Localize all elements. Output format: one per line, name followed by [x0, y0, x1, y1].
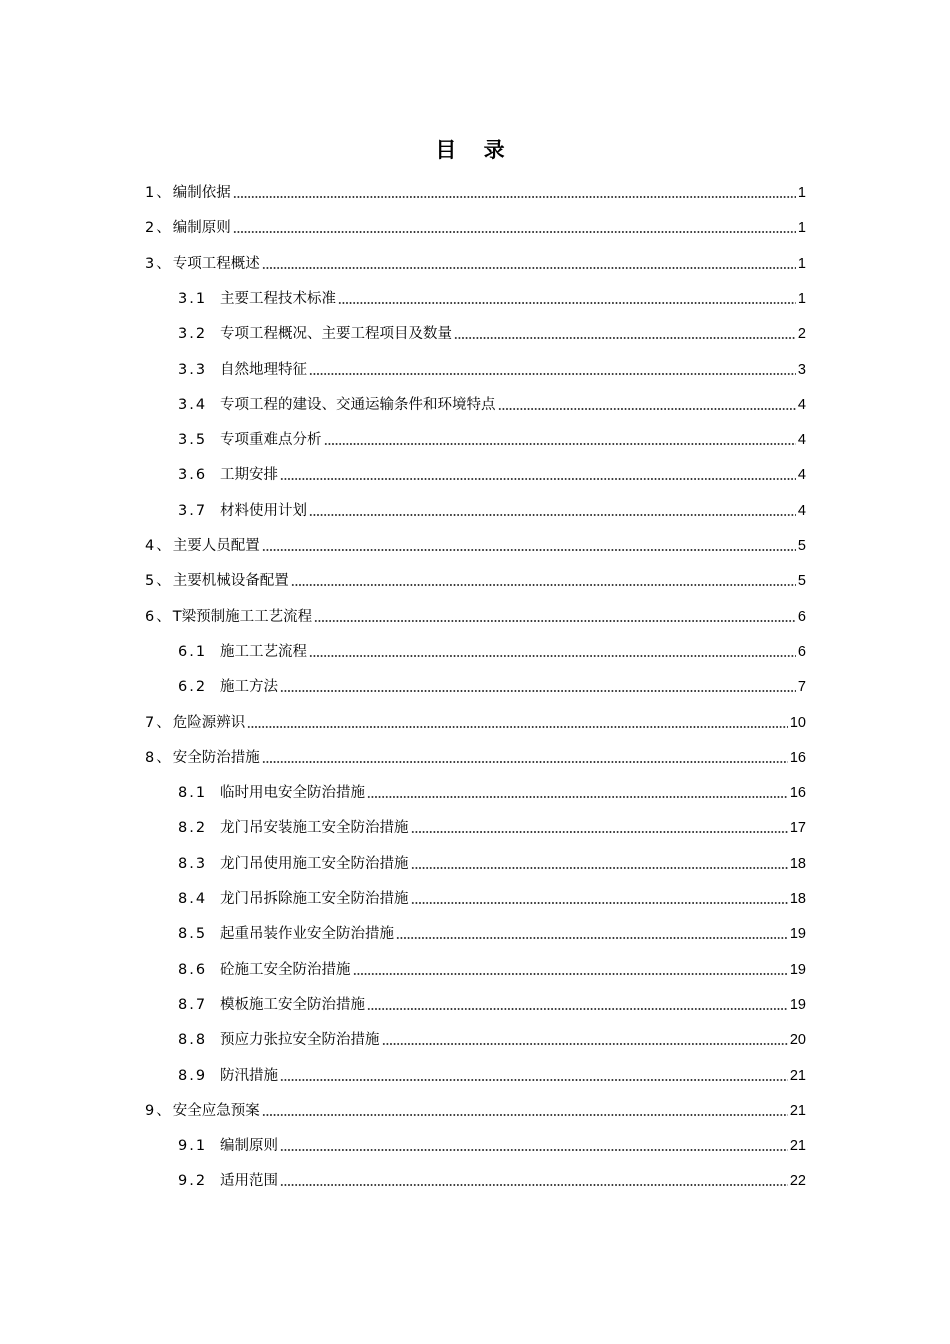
dot-leader	[454, 336, 796, 340]
dot-leader	[233, 195, 796, 199]
toc-entry-number: 6、	[145, 608, 173, 625]
dot-leader	[309, 654, 796, 658]
toc-entry-number: 8.4	[178, 891, 208, 907]
toc-entry-number: 3、	[145, 255, 173, 272]
toc-entry-title: 安全防治措施	[172, 749, 260, 766]
dot-leader	[314, 619, 796, 623]
toc-entry-number: 3.5	[178, 432, 208, 449]
toc-entry-number: 8.9	[178, 1067, 208, 1084]
dot-leader	[280, 1148, 788, 1152]
dot-leader	[309, 372, 796, 376]
toc-entry[interactable]	[145, 735, 806, 767]
toc-entry[interactable]	[178, 770, 806, 802]
toc-entry-page-number: 4	[797, 432, 806, 449]
toc-entry-page-number: 21	[789, 1102, 806, 1119]
toc-entry[interactable]	[145, 241, 806, 273]
toc-entry-page-number: 18	[789, 855, 806, 872]
toc-entry-number: 1、	[145, 185, 173, 201]
toc-entry-number: 5、	[145, 573, 173, 590]
toc-entry[interactable]	[178, 1123, 806, 1155]
toc-entry[interactable]	[178, 1053, 806, 1085]
toc-entry-page-number: 7	[797, 679, 806, 696]
toc-entry-title: 编制原则	[172, 220, 231, 237]
toc-entry[interactable]	[145, 700, 806, 732]
toc-entry[interactable]	[178, 911, 806, 943]
toc-entry[interactable]	[145, 523, 806, 555]
dot-leader	[262, 266, 796, 270]
toc-entry-number: 4、	[145, 538, 173, 554]
toc-entry-title: 材料使用计划	[220, 502, 307, 519]
toc-entry-number: 3.4	[178, 396, 208, 413]
dot-leader	[353, 972, 788, 976]
toc-entry-title: 起重吊装作业安全防治措施	[220, 926, 394, 943]
toc-entry-title: 编制依据	[172, 185, 231, 201]
toc-entry-number: 8.2	[178, 820, 208, 837]
toc-entry-title: T梁预制施工工艺流程	[172, 608, 313, 625]
toc-entry[interactable]	[145, 1088, 806, 1120]
toc-entry-title: 防汛措施	[220, 1067, 278, 1084]
toc-entry-title: 主要机械设备配置	[172, 573, 289, 590]
toc-entry-page-number: 4	[797, 467, 806, 484]
toc-entry[interactable]	[178, 311, 806, 343]
toc-entry-number: 3.6	[178, 467, 208, 484]
toc-entry-number: 7、	[145, 714, 173, 731]
toc-entry[interactable]	[178, 876, 806, 908]
toc-entry-title: 危险源辨识	[172, 714, 246, 731]
toc-entry-number: 8.3	[178, 855, 208, 872]
dot-leader	[338, 301, 796, 305]
toc-entry-number: 9.1	[178, 1138, 208, 1155]
dot-leader	[280, 689, 796, 693]
toc-entry-number: 8、	[145, 749, 173, 766]
toc-entry-title: 自然地理特征	[220, 361, 307, 378]
toc-entry-page-number: 1	[797, 220, 806, 237]
toc-entry-page-number: 16	[789, 785, 806, 802]
toc-entry-page-number: 1	[797, 185, 806, 201]
toc-entry-page-number: 18	[789, 891, 806, 907]
toc-entry[interactable]	[178, 841, 806, 873]
toc-entry-number: 3.1	[178, 290, 208, 307]
dot-leader	[291, 583, 796, 587]
toc-entry-number: 2、	[145, 220, 173, 237]
toc-entry-page-number: 4	[797, 396, 806, 413]
dot-leader	[411, 830, 788, 834]
toc-entry-number: 3.7	[178, 502, 208, 519]
toc-entry[interactable]	[145, 558, 806, 590]
toc-entry-title: 专项工程的建设、交通运输条件和环境特点	[220, 396, 496, 413]
toc-entry-title: 主要工程技术标准	[220, 290, 336, 307]
dot-leader	[367, 795, 788, 799]
toc-entry[interactable]	[178, 452, 806, 484]
toc-entry-page-number: 4	[797, 502, 806, 519]
toc-entry-number: 8.1	[178, 785, 208, 802]
toc-entry-title: 专项工程概述	[172, 255, 260, 272]
toc-entry-page-number: 16	[789, 749, 806, 766]
dot-leader	[233, 230, 796, 234]
toc-entry-title: 专项重难点分析	[220, 432, 322, 449]
toc-entry-page-number: 5	[797, 573, 806, 590]
toc-entry[interactable]	[178, 1158, 806, 1190]
toc-entry[interactable]	[178, 982, 806, 1014]
toc-entry[interactable]	[145, 205, 806, 237]
toc-entry[interactable]	[178, 1017, 806, 1049]
dot-leader	[411, 901, 788, 905]
toc-entry[interactable]	[145, 594, 806, 626]
toc-entry-number: 3.2	[178, 326, 208, 343]
toc-entry-number: 6.1	[178, 643, 208, 660]
dot-leader	[280, 1078, 788, 1082]
dot-leader	[280, 1183, 788, 1187]
toc-entry-page-number: 19	[789, 996, 806, 1013]
dot-leader	[367, 1007, 788, 1011]
toc-entry[interactable]	[178, 417, 806, 449]
toc-entry-number: 6.2	[178, 679, 208, 696]
toc-entry-title: 主要人员配置	[172, 538, 260, 554]
toc-entry-page-number: 22	[789, 1173, 806, 1190]
toc-entry-title: 工期安排	[220, 467, 278, 484]
toc-entry-page-number: 17	[789, 820, 806, 837]
toc-entry-title: 临时用电安全防治措施	[220, 785, 365, 802]
toc-entry-title: 预应力张拉安全防治措施	[220, 1032, 380, 1049]
toc-entry-title: 模板施工安全防治措施	[220, 996, 365, 1013]
toc-entry-title: 龙门吊安装施工安全防治措施	[220, 820, 409, 837]
toc-entry-title: 适用范围	[220, 1173, 278, 1190]
toc-entry-page-number: 6	[797, 643, 806, 660]
toc-entry[interactable]	[178, 276, 806, 308]
dot-leader	[262, 548, 796, 552]
toc-entry-page-number: 6	[797, 608, 806, 625]
toc-entry-title: 龙门吊使用施工安全防治措施	[220, 855, 409, 872]
toc-entry-title: 安全应急预案	[172, 1102, 260, 1119]
toc-entry-title: 施工工艺流程	[220, 643, 307, 660]
dot-leader	[247, 725, 788, 729]
dot-leader	[309, 513, 796, 517]
toc-entry[interactable]	[178, 347, 806, 379]
toc-entry-page-number: 19	[789, 961, 806, 978]
toc-entry[interactable]	[178, 664, 806, 696]
toc-entry-page-number: 5	[797, 538, 806, 554]
toc-entry-page-number: 1	[797, 255, 806, 272]
toc-entry[interactable]	[145, 170, 806, 202]
toc-entry-title: 编制原则	[220, 1138, 278, 1155]
toc-title: 目 录	[435, 138, 515, 162]
toc-entry-page-number: 19	[789, 926, 806, 943]
toc-entry[interactable]	[178, 805, 806, 837]
toc-entry-title: 龙门吊拆除施工安全防治措施	[220, 891, 409, 907]
dot-leader	[411, 866, 788, 870]
dot-leader	[498, 407, 796, 411]
dot-leader	[382, 1042, 788, 1046]
toc-entry-page-number: 3	[797, 361, 806, 378]
toc-entry-page-number: 21	[789, 1138, 806, 1155]
toc-entry-title: 专项工程概况、主要工程项目及数量	[220, 326, 452, 343]
toc-entry[interactable]	[178, 947, 806, 979]
toc-entry-page-number: 1	[797, 290, 806, 307]
toc-entry-page-number: 10	[789, 714, 806, 731]
dot-leader	[396, 936, 788, 940]
dot-leader	[324, 442, 796, 446]
toc-entry-page-number: 2	[797, 326, 806, 343]
toc-entry-number: 9、	[145, 1102, 173, 1119]
toc-entry-number: 9.2	[178, 1173, 208, 1190]
toc-entry-number: 8.5	[178, 926, 208, 943]
toc-entry[interactable]	[178, 488, 806, 520]
toc-entry[interactable]	[178, 382, 806, 414]
toc-entry-number: 8.6	[178, 961, 208, 978]
toc-entry-title: 施工方法	[220, 679, 278, 696]
dot-leader	[262, 1113, 788, 1117]
dot-leader	[262, 760, 788, 764]
toc-entry-number: 3.3	[178, 361, 208, 378]
dot-leader	[280, 477, 796, 481]
toc-entry-page-number: 21	[789, 1067, 806, 1084]
toc-entry-page-number: 20	[789, 1032, 806, 1049]
toc-entry-number: 8.7	[178, 996, 208, 1013]
toc-entry-title: 砼施工安全防治措施	[220, 961, 351, 978]
toc-entry-number: 8.8	[178, 1032, 208, 1049]
toc-entry[interactable]	[178, 629, 806, 661]
